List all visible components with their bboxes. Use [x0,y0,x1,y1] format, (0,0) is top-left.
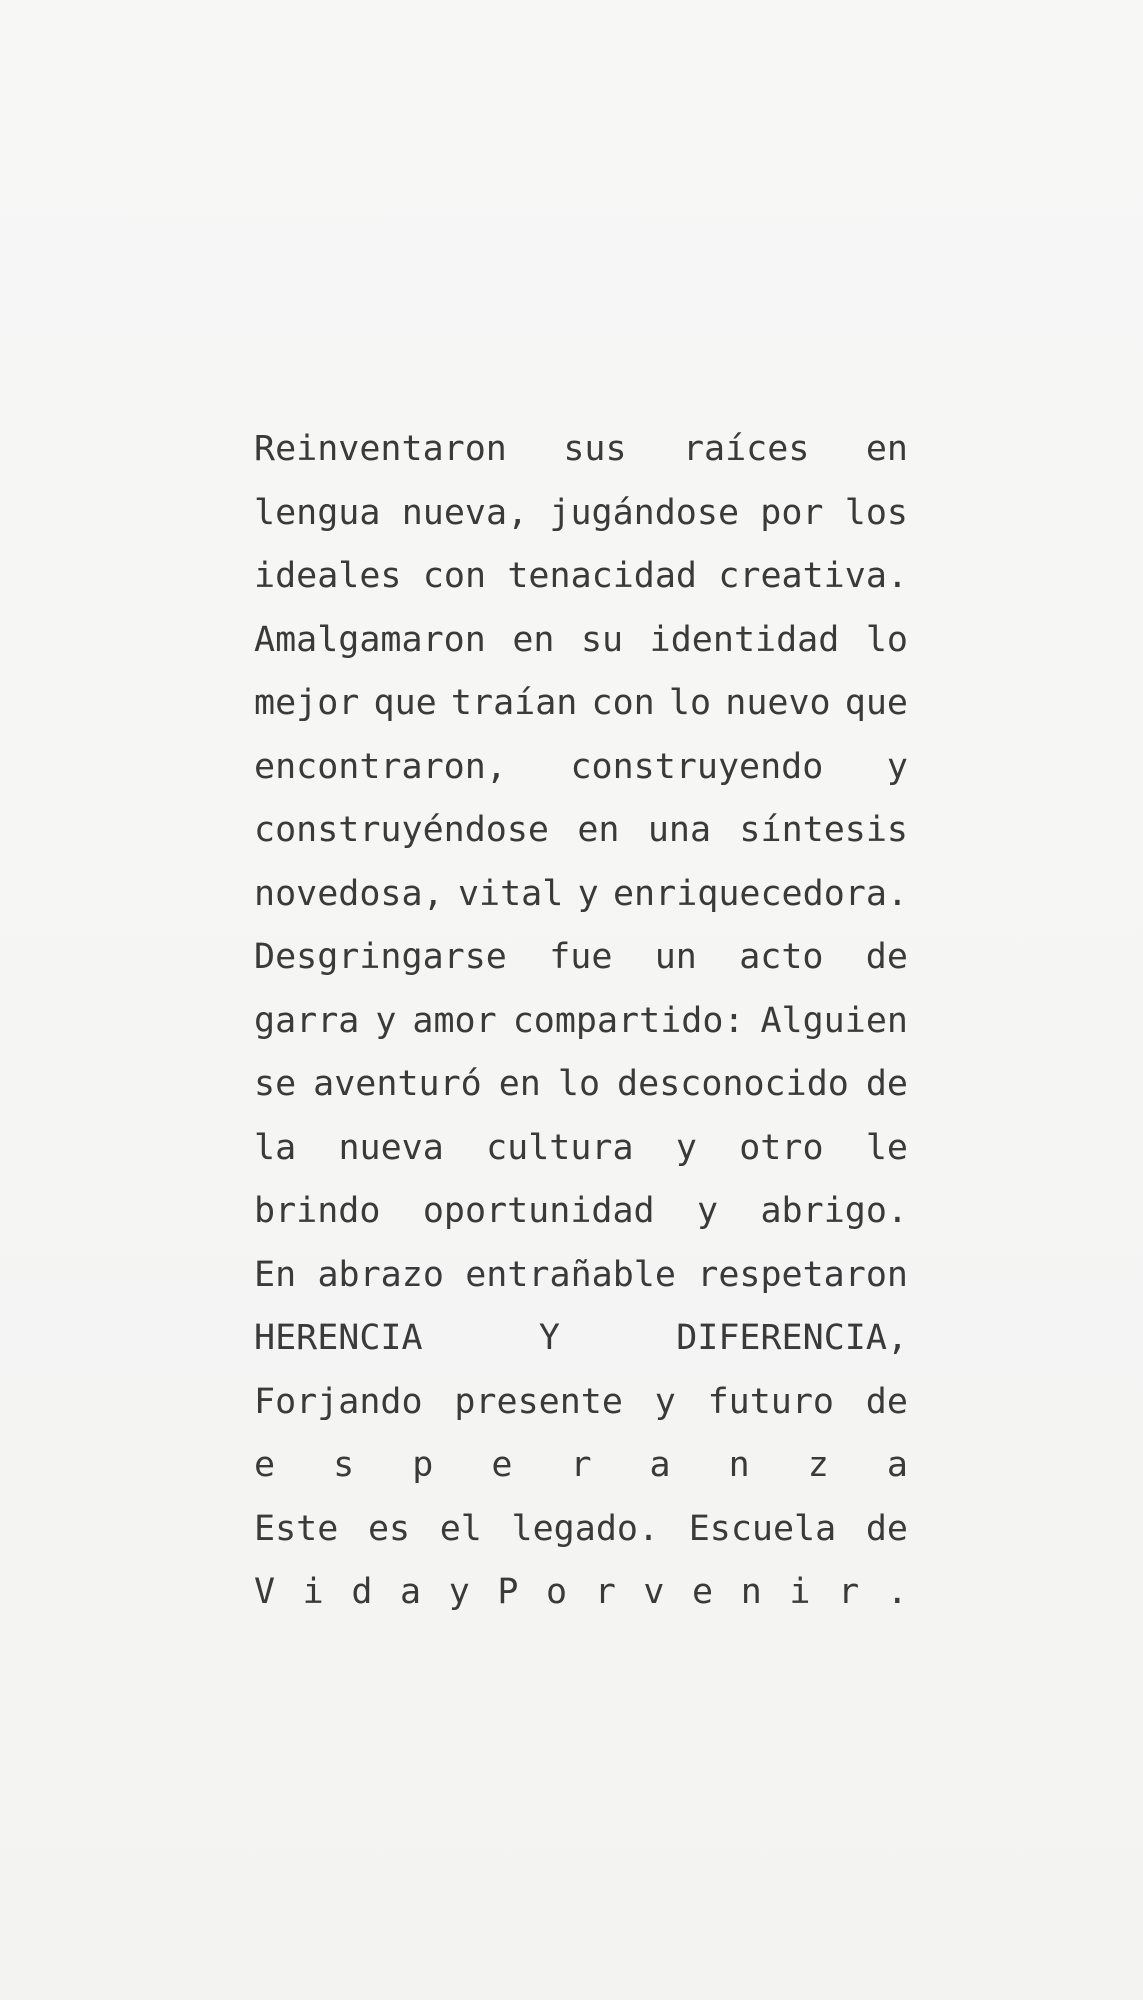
word: lo [668,683,712,723]
word: encontraron, [254,746,507,787]
word: creativa. [718,556,908,596]
text-line [254,1053,908,1117]
word: legado. [511,1508,660,1549]
text-line [254,545,908,609]
letter: n [728,1445,750,1485]
letter: p [412,1445,434,1485]
text-line [254,926,908,990]
letter: s [333,1445,355,1485]
word: de [865,1508,908,1549]
text-line [254,1434,908,1498]
word: ideales [254,556,402,596]
word: Escuela [688,1508,837,1549]
word: lo [557,1064,601,1104]
word: se [254,1064,297,1104]
letter: e [692,1572,714,1612]
word: garra [254,1000,360,1041]
word: Amalgamaron [254,619,486,660]
word: y [886,746,908,787]
text-line [254,1180,908,1244]
word: entrañable [465,1254,676,1295]
word: cultura [486,1127,634,1168]
letter: r [838,1572,860,1612]
word: Y [538,1318,560,1358]
letter: r [594,1572,616,1612]
word: una [647,810,712,850]
word: novedosa, [254,873,444,914]
word: oportunidad [422,1191,655,1231]
word: vital [457,873,564,914]
word: acto [739,937,824,977]
word: en [865,429,908,469]
word: y [577,873,599,914]
word: lo [865,619,908,660]
word: mejor [254,683,360,723]
word: que [844,683,908,723]
word: y [675,1127,697,1168]
word: Forjando [254,1381,423,1422]
letter: d [351,1572,373,1612]
letter: e [254,1445,276,1485]
word: construyéndose [254,810,550,850]
letter: r [570,1445,592,1485]
word: jugándose [549,492,740,533]
text-line [254,418,908,482]
word: Este [254,1508,339,1549]
word: por [760,492,824,533]
poem-text-block [254,418,908,1625]
word: de [865,1064,908,1104]
letter: n [740,1572,762,1612]
text-line [254,1244,908,1308]
word: el [439,1508,482,1549]
letter: e [491,1445,513,1485]
word: con [422,556,487,596]
text-line [254,1561,908,1625]
text-line [254,1117,908,1181]
letter: a [400,1572,422,1612]
word: desconocido [617,1064,849,1104]
letter: a [649,1445,671,1485]
word: que [373,683,437,723]
word: de [865,1381,908,1422]
letter: o [546,1572,568,1612]
text-line [254,672,908,736]
word: En [254,1254,297,1295]
word: compartido: [512,1000,745,1041]
text-line [254,863,908,927]
word: aventuró [313,1064,482,1104]
letter: i [789,1572,811,1612]
word: en [512,619,555,660]
text-line [254,1371,908,1435]
word: y [697,1191,719,1231]
word: en [498,1064,541,1104]
word: le [865,1127,908,1168]
word: abrigo. [760,1191,908,1231]
word: futuro [707,1381,835,1422]
word: Alguien [760,1000,908,1041]
letter: z [807,1445,829,1485]
word: otro [739,1127,824,1168]
word: fue [549,937,613,977]
word: identidad [649,619,840,660]
word: la [254,1127,297,1168]
word: y [375,1000,397,1041]
word: raíces [682,429,810,469]
word: brindo [254,1191,381,1231]
text-line [254,990,908,1054]
word: y [654,1381,676,1422]
word: lengua [254,492,381,533]
word: traían [450,683,578,723]
letter: P [497,1572,519,1612]
word: con [591,683,655,723]
word: de [865,937,908,977]
word: síntesis [739,810,908,850]
letter: v [643,1572,665,1612]
word: en [577,810,620,850]
word: DIFERENCIA, [676,1318,908,1358]
word: nueva, [401,492,529,533]
word: sus [563,429,627,469]
word: los [844,492,908,533]
letter: i [302,1572,324,1612]
text-line [254,1307,908,1371]
word: HERENCIA [254,1318,423,1358]
text-line [254,482,908,546]
letter: a [886,1445,908,1485]
text-line [254,799,908,863]
word: nueva [338,1127,444,1168]
word: Reinventaron [254,429,507,469]
word: respetaron [697,1254,908,1295]
word: construyendo [570,746,824,787]
word: es [367,1508,411,1549]
word: amor [412,1000,497,1041]
word: un [654,937,697,977]
text-line [254,736,908,800]
word: tenacidad [507,556,698,596]
word: abrazo [317,1254,444,1295]
word: su [580,619,624,660]
word: presente [454,1381,623,1422]
letter: y [448,1572,470,1612]
letter: V [254,1572,276,1612]
letter: . [886,1572,908,1612]
word: enriquecedora. [612,873,908,914]
word: nuevo [725,683,831,723]
text-line [254,1498,908,1562]
text-line [254,609,908,673]
word: Desgringarse [254,937,507,977]
